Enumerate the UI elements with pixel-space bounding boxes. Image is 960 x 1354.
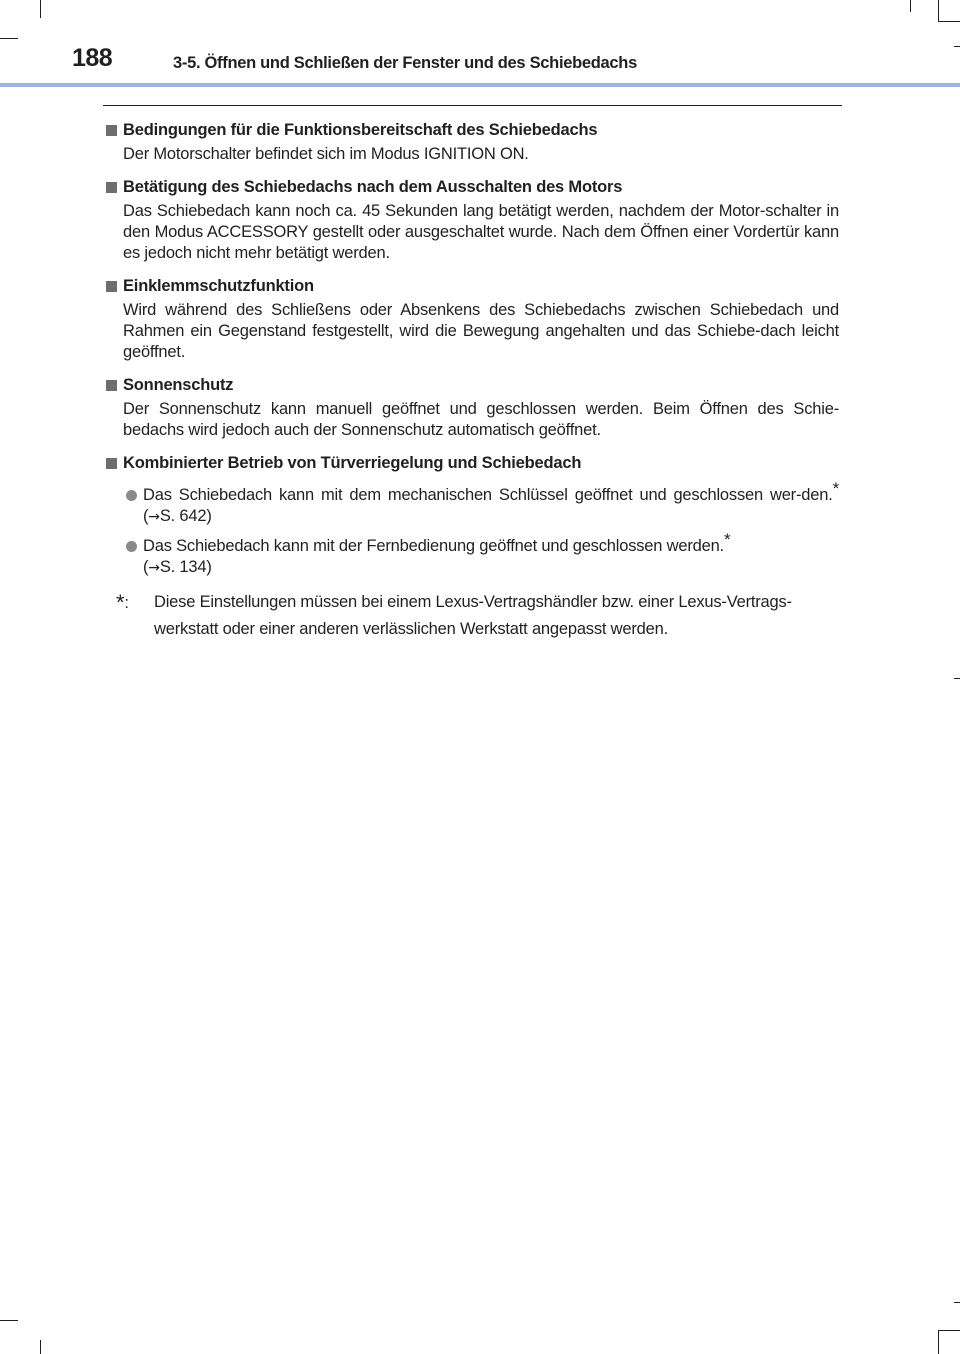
page-number: 188 (72, 44, 113, 72)
section-combined-operation (106, 450, 839, 579)
main-content (106, 117, 839, 643)
header-rule (0, 83, 960, 87)
page-reference-link[interactable]: S. 642) (159, 507, 212, 525)
footnote-marker: * (832, 479, 839, 498)
list-item (106, 530, 839, 579)
list-item-body: Das Schiebedach kann mit der Fernbedienung geöffnet und geschlossen werden. (143, 537, 724, 555)
list-item (106, 479, 839, 528)
section-jam-protection (106, 273, 839, 363)
footnote-text: Diese Einstellungen müssen bei einem Lexus-Vertragshändler bzw. einer Lexus-Vertrags-werkstatt oder einer anderen verlässlichen Werkstatt angepasst werden. (154, 593, 792, 638)
square-bullet-icon (106, 125, 117, 136)
page-reference-link[interactable]: S. 134) (159, 558, 212, 576)
crop-mark (40, 1340, 41, 1354)
section-body: Der Motorschalter befindet sich im Modus IGNITION ON. (123, 145, 529, 163)
section-heading-text: Betätigung des Schiebedachs nach dem Ausschalten des Motors (123, 178, 623, 196)
crop-mark (40, 0, 41, 18)
crop-mark (938, 0, 939, 22)
crop-mark (954, 1302, 960, 1303)
footnote-mark (106, 589, 154, 643)
reference-open: ( (143, 507, 149, 525)
list-item-text (143, 530, 839, 579)
square-bullet-icon (106, 380, 117, 391)
round-bullet-icon (126, 490, 137, 501)
crop-mark (910, 0, 911, 12)
section-body: Wird während des Schließens oder Absenkens des Schiebedachs zwischen Schiebedach und Rahmen ein Gegenstand festgestellt, wird die Bewegung angehalten und das Schiebe-dach leicht geöffnet. (123, 301, 839, 361)
square-bullet-icon (106, 458, 117, 469)
crop-mark (0, 1320, 18, 1321)
section-heading (106, 450, 839, 477)
list-item-body: Das Schiebedach kann mit dem mechanischen Schlüssel geöffnet und geschlossen wer-den. (143, 486, 833, 504)
section-conditions (106, 117, 839, 165)
section-heading (106, 372, 839, 399)
section-body: Der Sonnenschutz kann manuell geöffnet und geschlossen werden. Beim Öffnen des Schie-bedachs wird jedoch auch der Sonnenschutz automatisch geöffnet. (123, 400, 839, 439)
content-divider (103, 105, 842, 106)
crop-mark (938, 1330, 939, 1354)
section-heading (106, 174, 839, 201)
section-heading-text: Sonnenschutz (123, 376, 234, 394)
chapter-title: 3-5. Öffnen und Schließen der Fenster und des Schiebedachs (173, 54, 637, 72)
round-bullet-icon (126, 541, 137, 552)
crop-mark (954, 46, 960, 47)
section-body: Das Schiebedach kann noch ca. 45 Sekunden lang betätigt werden, nachdem der Motor-schalter in den Modus ACCESSORY gestellt oder ausgeschaltet wurde. Nach dem Öffnen einer Vordertür kann es jedoch nicht mehr betätigt werden. (123, 202, 839, 262)
right-arrow-icon: → (148, 560, 160, 576)
footnote-colon: : (124, 594, 129, 612)
footnote (106, 589, 839, 643)
section-heading-text: Einklemmschutzfunktion (123, 277, 314, 295)
section-heading (106, 273, 839, 300)
footnote-marker: * (723, 530, 731, 549)
square-bullet-icon (106, 281, 117, 292)
section-sunshade (106, 372, 839, 441)
crop-mark (938, 21, 960, 22)
section-heading (106, 117, 839, 144)
section-after-engine-off (106, 174, 839, 264)
crop-mark (954, 678, 960, 679)
crop-mark (938, 1330, 960, 1331)
crop-mark (0, 38, 18, 39)
reference-open: ( (143, 558, 149, 576)
right-arrow-icon: → (148, 509, 160, 525)
section-heading-text: Bedingungen für die Funktionsbereitschaft des Schiebedachs (123, 121, 598, 139)
footnote-star: * (116, 590, 125, 615)
square-bullet-icon (106, 182, 117, 193)
list-item-text (143, 479, 839, 528)
section-heading-text: Kombinierter Betrieb von Türverriegelung und Schiebedach (123, 454, 582, 472)
